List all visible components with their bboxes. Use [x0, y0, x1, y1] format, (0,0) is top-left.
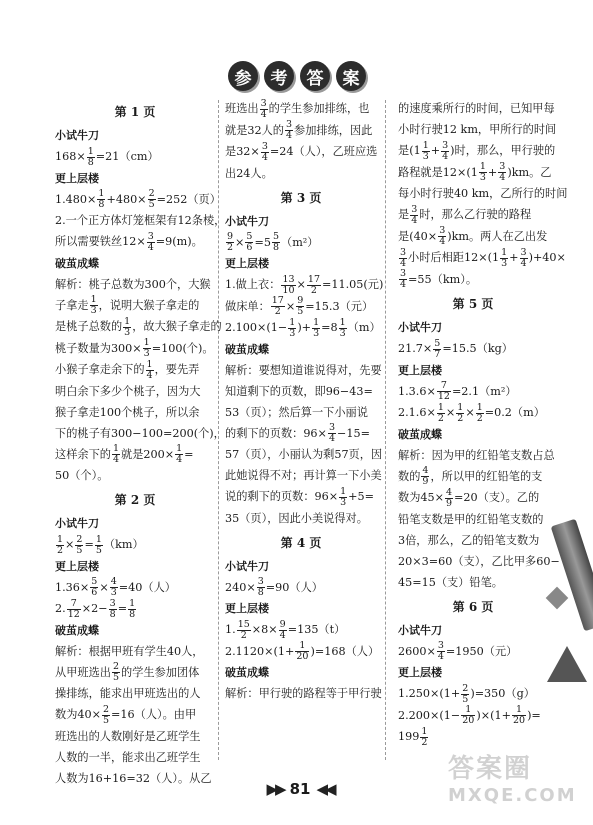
fraction: $\frac{1}{4}$ [146, 358, 153, 381]
fraction: $\frac{1}{5}$ [95, 533, 102, 556]
section-label: 小试牛刀 [55, 129, 99, 142]
fraction: $\frac{3}{4}$ [328, 422, 335, 444]
fraction: $\frac{7}{12}$ [437, 380, 450, 402]
explanation-line: 数的 $\frac{4}{9}$ ，所以甲的红铅笔的支 [398, 465, 543, 487]
answer-line: 1.480× $\frac{1}{8}$ +480× $\frac{2}{5}$ =252（页） [55, 188, 221, 210]
explanation-line: 解析：要想知道谁说得对，先要 [225, 363, 382, 377]
answer-line: 240× $\frac{3}{8}$ =90（人） [225, 576, 323, 598]
explanation-line: 的速度乘所行的时间，已知甲每 [398, 102, 555, 115]
explanation-line: 说的剩下的页数：96× $\frac{1}{3}$ +5= [225, 485, 375, 508]
fraction: $\frac{3}{8}$ [257, 576, 264, 598]
answer-line: $\frac{1}{2}$ × $\frac{2}{5}$ = $\frac{1}{5}$ （km） [57, 533, 144, 556]
explanation-line: 解析：根据甲班有学生40人， [55, 644, 204, 658]
fraction: $\frac{13}{10}$ [282, 273, 295, 296]
answer-line: $\frac{9}{2}$ × $\frac{5}{6}$ =5 $\frac{5}{8}$ （m²） [227, 231, 319, 253]
section-label: 小试牛刀 [55, 517, 99, 530]
pencil-illustration [551, 519, 593, 632]
explanation-line: 57（页），小丽认为剩57页，因 [225, 448, 383, 461]
page-heading: 第 4 页 [280, 535, 322, 550]
explanation-line: 小猴子拿走余下的 $\frac{1}{4}$ ，要先弄 [55, 358, 200, 381]
fraction: $\frac{2}{5}$ [148, 188, 155, 210]
page-heading: 第 3 页 [280, 190, 322, 205]
explanation-line: 解析：桃子总数为300个，大猴 [55, 277, 211, 291]
section-label: 破茧成蝶 [55, 256, 99, 270]
fraction: $\frac{1}{3}$ [340, 485, 347, 508]
page-heading: 第 2 页 [114, 493, 156, 507]
fraction: $\frac{17}{2}$ [271, 295, 284, 317]
fraction: $\frac{5}{8}$ [272, 231, 280, 253]
answer-line: 2.1.6× $\frac{1}{2}$ × $\frac{1}{2}$ × $\frac{1}{2}$ =0.2（m） [398, 401, 545, 424]
section-label: 更上层楼 [55, 171, 99, 185]
fraction: $\frac{1}{8}$ [87, 145, 94, 168]
answer-column-3 [398, 98, 568, 748]
fraction: $\frac{3}{4}$ [439, 225, 446, 247]
fraction: $\frac{2}{5}$ [462, 682, 469, 705]
explanation-line: 操排练，能求出甲班选出的人 [55, 687, 201, 700]
answer-title-banner [212, 56, 382, 96]
section-label: 小试牛刀 [225, 214, 269, 228]
explanation-line: 铅笔支数是甲的红铅笔支数的 [398, 512, 544, 526]
fraction: $\frac{4}{9}$ [446, 486, 453, 509]
section-label: 小试牛刀 [398, 321, 442, 334]
explanation-line: 此她说得不对；再计算一下小美 [225, 469, 382, 482]
answer-line: 1.36× $\frac{5}{6}$ × $\frac{4}{3}$ =40（人） [55, 576, 176, 598]
fraction: $\frac{1}{3}$ [501, 246, 508, 269]
fraction: $\frac{7}{12}$ [67, 597, 80, 620]
explanation-line: $\frac{3}{4}$ 小时后相距12×(1 $\frac{1}{3}$ + $\frac{3}{4}$ )+40× [400, 246, 566, 269]
answer-line: 2.一个正方体灯笼框架有12条棱， [55, 214, 226, 227]
section-label: 破茧成蝶 [225, 666, 269, 679]
answer-column-1 [55, 98, 226, 789]
explanation-line: 是桃子总数的 $\frac{1}{3}$ ，故大猴子拿走的 [55, 315, 222, 338]
explanation-line: 明白余下多少个桃子，因为大 [55, 384, 201, 398]
fraction: $\frac{3}{4}$ [261, 140, 268, 163]
fraction: $\frac{4}{3}$ [110, 576, 117, 598]
page-footer [240, 778, 360, 800]
triangle-illustration [547, 646, 587, 682]
answer-line: 21.7× $\frac{5}{7}$ =15.5（kg） [398, 337, 513, 360]
section-label: 破茧成蝶 [225, 342, 269, 356]
fraction: $\frac{3}{4}$ [400, 268, 407, 290]
answer-column-2 [225, 97, 384, 704]
explanation-line: 班选出 $\frac{3}{4}$ 的学生参加排练，也 [225, 97, 370, 120]
fraction: $\frac{9}{4}$ [279, 618, 286, 641]
fraction: $\frac{1}{2}$ [476, 401, 483, 424]
fraction: $\frac{2}{5}$ [103, 703, 110, 726]
explanation-line: 35（页），因此小美说得对。 [225, 511, 368, 525]
left-arrows-icon: ◀◀ [316, 780, 334, 798]
fraction: $\frac{1}{8}$ [129, 597, 136, 620]
fraction: $\frac{1}{2}$ [57, 533, 64, 556]
section-label: 小试牛刀 [225, 559, 269, 573]
fraction: $\frac{9}{2}$ [227, 231, 234, 253]
fraction: $\frac{4}{9}$ [422, 465, 429, 487]
explanation-line: 人数为16+16=32（人）。从乙 [55, 771, 212, 785]
explanation-line: 从甲班选出 $\frac{2}{5}$ 的学生参加团体 [55, 661, 200, 683]
fraction: $\frac{1}{20}$ [296, 640, 309, 662]
fraction: $\frac{3}{4}$ [286, 119, 293, 141]
title-char: 案 [336, 61, 366, 91]
explanation-line: 下的桃子有300−100=200(个)， [55, 426, 225, 440]
fraction: $\frac{5}{6}$ [246, 231, 253, 253]
answer-line: 168× $\frac{1}{8}$ =21（cm） [55, 145, 159, 168]
answer-line: 所以需要铁丝12× $\frac{3}{4}$ =9(m)。 [55, 230, 203, 253]
explanation-line: 解析：因为甲的红铅笔支数占总 [398, 448, 555, 462]
page-number: 81 [289, 780, 311, 798]
answer-line: 2. $\frac{7}{12}$ ×2− $\frac{3}{8}$ = $\frac{1}{8}$ [55, 597, 136, 620]
watermark-line: MXQE.COM [448, 785, 577, 806]
explanation-line: 路程就是12×(1 $\frac{1}{3}$ + $\frac{3}{4}$ )km。乙 [398, 161, 552, 183]
fraction: $\frac{3}{4}$ [520, 246, 527, 269]
watermark-line: 答案圈 [448, 754, 533, 784]
title-char: 考 [264, 61, 294, 91]
fraction: $\frac{1}{3}$ [289, 316, 296, 339]
right-arrows-icon: ▶▶ [266, 780, 284, 798]
section-label: 更上层楼 [55, 559, 99, 573]
fraction: $\frac{1}{4}$ [176, 443, 183, 465]
explanation-line: 的剩下的页数：96× $\frac{3}{4}$ −15= [225, 422, 370, 444]
fraction: $\frac{1}{20}$ [462, 704, 475, 726]
fraction: $\frac{3}{4}$ [442, 139, 449, 162]
fraction: $\frac{9}{5}$ [297, 295, 304, 317]
explanation-line: 子拿走 $\frac{1}{3}$ ，说明大猴子拿走的 [55, 294, 200, 316]
explanation-line: 出24人。 [225, 166, 273, 180]
fraction: $\frac{1}{3}$ [124, 315, 131, 338]
fraction: $\frac{5}{7}$ [434, 337, 441, 360]
fraction: $\frac{1}{4}$ [112, 443, 119, 465]
fraction: $\frac{3}{4}$ [147, 230, 154, 253]
diamond-illustration [546, 587, 569, 610]
fraction: $\frac{1}{20}$ [512, 704, 526, 726]
fraction: $\frac{3}{4}$ [260, 97, 267, 120]
explanation-line: 50（个）。 [55, 469, 109, 482]
section-label: 破茧成蝶 [55, 623, 99, 637]
fraction: $\frac{3}{4}$ [400, 246, 407, 269]
explanation-line: 这样余下的 $\frac{1}{4}$ 就是200× $\frac{1}{4}$ = [55, 443, 194, 465]
fraction: $\frac{1}{3}$ [339, 316, 346, 339]
fraction: $\frac{1}{2}$ [457, 401, 464, 424]
answer-line: 2600× $\frac{3}{4}$ =1950（元） [398, 640, 518, 662]
explanation-line: 是32× $\frac{3}{4}$ =24（人），乙班应选 [225, 140, 378, 163]
answer-line: 1. $\frac{15}{2}$ ×8× $\frac{9}{4}$ =135（t） [225, 618, 346, 641]
explanation-line: $\frac{3}{4}$ =55（km）。 [400, 268, 478, 290]
answer-line: 1.250×(1+ $\frac{2}{5}$ )=350（g） [398, 682, 535, 705]
section-label: 更上层楼 [398, 363, 442, 377]
explanation-line: 就是32人的 $\frac{3}{4}$ 参加排练，因此 [225, 119, 373, 141]
fraction: $\frac{1}{3}$ [479, 161, 486, 183]
explanation-line: 53（页）；然后算一下小丽说 [225, 405, 368, 419]
explanation-line: 班选出的人数刚好是乙班学生 [55, 729, 201, 743]
answer-line: 199 $\frac{1}{2}$ [398, 725, 428, 748]
fraction: $\frac{1}{8}$ [98, 188, 105, 210]
explanation-line: 20×3=60（支），乙比甲多60− [398, 554, 560, 568]
fraction: $\frac{1}{3}$ [90, 294, 97, 316]
explanation-line: 数为40× $\frac{2}{5}$ =16（人）。由甲 [55, 703, 197, 726]
explanation-line: 桃子数量为300× $\frac{1}{3}$ =100(个)。 [55, 337, 214, 359]
answer-line: 1.做上衣： $\frac{13}{10}$ × $\frac{17}{2}$ =11.05(元) [225, 273, 384, 296]
fraction: $\frac{15}{2}$ [237, 618, 250, 641]
fraction: $\frac{1}{3}$ [313, 316, 320, 339]
page-heading: 第 1 页 [114, 105, 156, 119]
fraction: $\frac{5}{6}$ [91, 576, 98, 598]
explanation-line: 每小时行驶40 km，乙所行的时间 [398, 187, 568, 200]
section-label: 更上层楼 [225, 257, 269, 270]
section-label: 更上层楼 [398, 666, 442, 679]
explanation-line: 小时行驶12 km，甲所行的时间 [398, 123, 557, 136]
explanation-line: 数为45× $\frac{4}{9}$ =20（支）。乙的 [398, 486, 540, 509]
answer-line: 2.200×(1− $\frac{1}{20}$ )×(1+ $\frac{1}{20}$ )= [398, 704, 541, 726]
explanation-line: 猴子拿走100个桃子，所以余 [55, 405, 200, 419]
fraction: $\frac{3}{4}$ [437, 640, 444, 662]
section-label: 破茧成蝶 [398, 427, 442, 441]
fraction: $\frac{2}{5}$ [112, 661, 119, 683]
explanation-line: 是(1 $\frac{1}{3}$ + $\frac{3}{4}$ )时，那么，甲行驶的 [398, 139, 556, 162]
fraction: $\frac{2}{5}$ [76, 533, 83, 556]
title-char: 参 [228, 61, 258, 91]
title-char: 答 [300, 61, 330, 91]
fraction: $\frac{1}{3}$ [143, 337, 150, 359]
explanation-line: 人数的一半，能求出乙班学生 [55, 750, 201, 764]
fraction: $\frac{3}{4}$ [499, 161, 506, 183]
answer-line: 做床单： $\frac{17}{2}$ × $\frac{9}{5}$ =15.3（元） [225, 295, 374, 317]
fraction: $\frac{1}{2}$ [437, 401, 444, 424]
answer-line: 2.100×(1− $\frac{1}{3}$ )+ $\frac{1}{3}$ =8 $\frac{1}{3}$ （m） [225, 316, 381, 339]
explanation-line: 是 $\frac{3}{4}$ 时，那么乙行驶的路程 [398, 203, 532, 226]
explanation-line: 知道剩下的页数，即96−43= [225, 384, 373, 398]
watermark [448, 748, 588, 818]
fraction: $\frac{1}{3}$ [422, 139, 429, 162]
section-label: 更上层楼 [225, 602, 269, 615]
explanation-line: 是(40× $\frac{3}{4}$ )km。两人在乙出发 [398, 225, 548, 247]
explanation-line: 45=15（支）铅笔。 [398, 575, 503, 589]
answer-line: 2.1120×(1+ $\frac{1}{20}$ )=168（人） [225, 640, 380, 662]
column-divider [385, 100, 386, 760]
fraction: $\frac{3}{4}$ [411, 203, 418, 226]
fraction: $\frac{1}{2}$ [421, 725, 428, 748]
fraction: $\frac{3}{8}$ [109, 597, 116, 620]
explanation-line: 解析：甲行驶的路程等于甲行驶 [225, 687, 382, 700]
page-heading: 第 5 页 [452, 297, 494, 311]
explanation-line: 3倍，那么，乙的铅笔支数为 [398, 533, 540, 547]
fraction: $\frac{17}{2}$ [307, 273, 320, 296]
page-heading: 第 6 页 [452, 599, 494, 614]
section-label: 小试牛刀 [398, 623, 442, 637]
answer-line: 1.3.6× $\frac{7}{12}$ =2.1（m²） [398, 380, 517, 402]
